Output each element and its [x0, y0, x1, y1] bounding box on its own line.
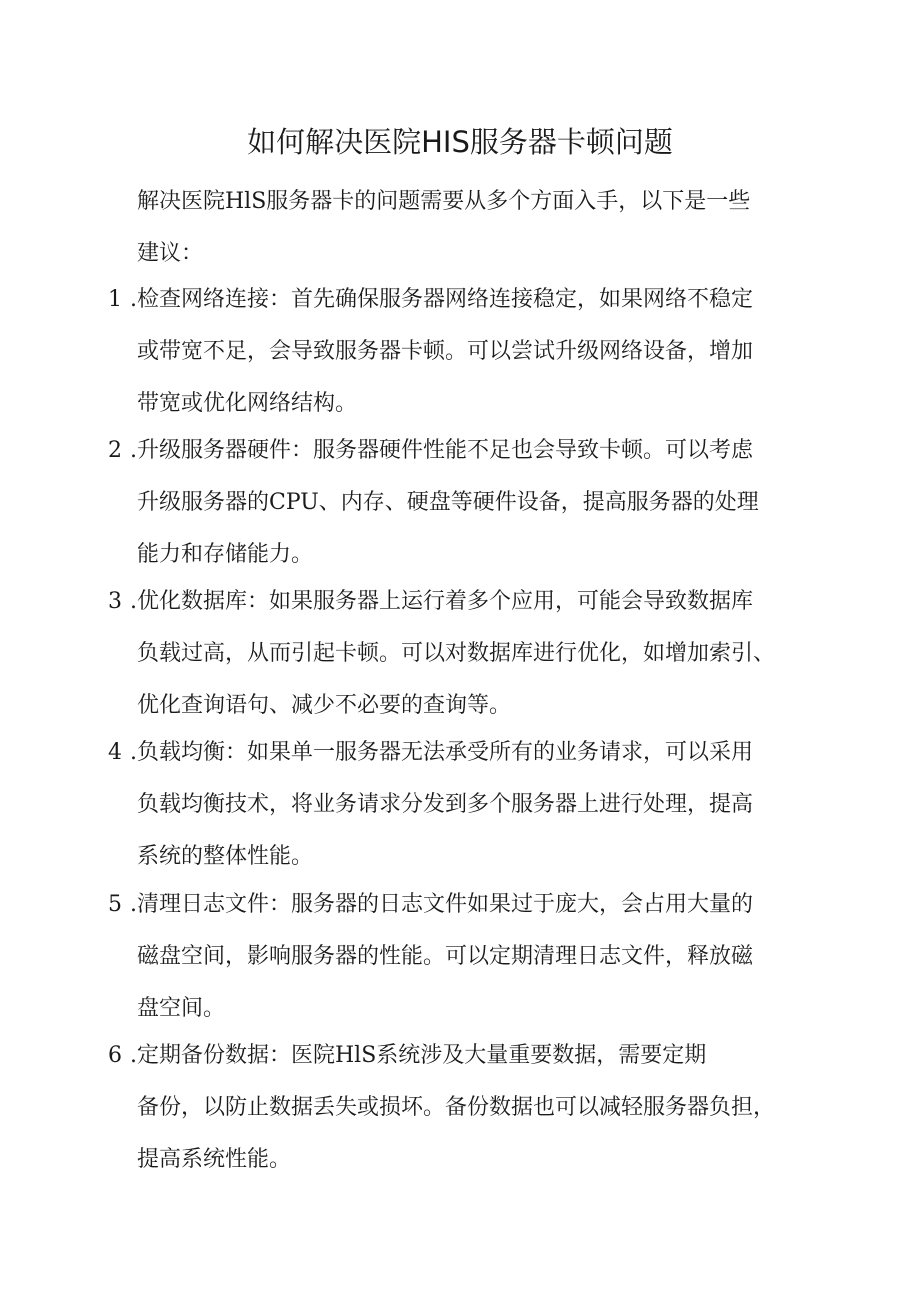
intro-line: 建议：: [137, 241, 204, 266]
item-text: 带宽或优化网络结构。: [137, 391, 358, 416]
item-text: 盘空间。: [137, 996, 226, 1021]
item-number: 5: [108, 892, 122, 917]
item-number: 2: [108, 438, 122, 463]
list-item: [108, 576, 798, 732]
list-item: [108, 425, 798, 581]
item-text: 升级服务器的CPU、内存、硬盘等硬件设备，提高服务器的处理: [137, 490, 759, 515]
item-text: .负载均衡：如果单一服务器无法承受所有的业务请求，可以采用: [130, 740, 753, 765]
document-title: 如何解决医院HIS服务器卡顿问题: [247, 125, 673, 159]
item-text: 提高系统性能。: [137, 1147, 292, 1172]
item-text: 能力和存储能力。: [137, 542, 314, 567]
item-number: 3: [108, 589, 122, 614]
item-text: 优化查询语句、减少不必要的查询等。: [137, 693, 512, 718]
item-number: 1: [108, 287, 122, 312]
item-text: 负载过高，从而引起卡顿。可以对数据库进行优化，如增加索引、: [137, 641, 776, 666]
item-text: .升级服务器硬件：服务器硬件性能不足也会导致卡顿。可以考虑: [130, 438, 753, 463]
intro-line: 解决医院HlS服务器卡的问题需要从多个方面入手，以下是一些: [137, 189, 751, 214]
item-text: 磁盘空间，影响服务器的性能。可以定期清理日志文件，释放磁: [137, 944, 754, 969]
list-item: [108, 727, 798, 883]
list-item: [108, 879, 798, 1035]
intro-paragraph: [137, 180, 787, 284]
item-text: .优化数据库：如果服务器上运行着多个应用，可能会导致数据库: [130, 589, 753, 614]
item-number: 6: [108, 1043, 122, 1068]
list-item: [108, 1030, 798, 1186]
item-text: .定期备份数据：医院HlS系统涉及大量重要数据，需要定期: [130, 1043, 707, 1068]
item-text: .清理日志文件：服务器的日志文件如果过于庞大，会占用大量的: [130, 892, 753, 917]
item-text: .检查网络连接：首先确保服务器网络连接稳定，如果网络不稳定: [130, 287, 753, 312]
item-text: 系统的整体性能。: [137, 844, 314, 869]
list-item: [108, 274, 798, 430]
item-text: 或带宽不足，会导致服务器卡顿。可以尝试升级网络设备，增加: [137, 339, 754, 364]
item-text: 备份，以防止数据丢失或损坏。备份数据也可以减轻服务器负担，: [137, 1095, 776, 1120]
item-number: 4: [108, 740, 122, 765]
item-text: 负载均衡技术，将业务请求分发到多个服务器上进行处理，提高: [137, 792, 754, 817]
